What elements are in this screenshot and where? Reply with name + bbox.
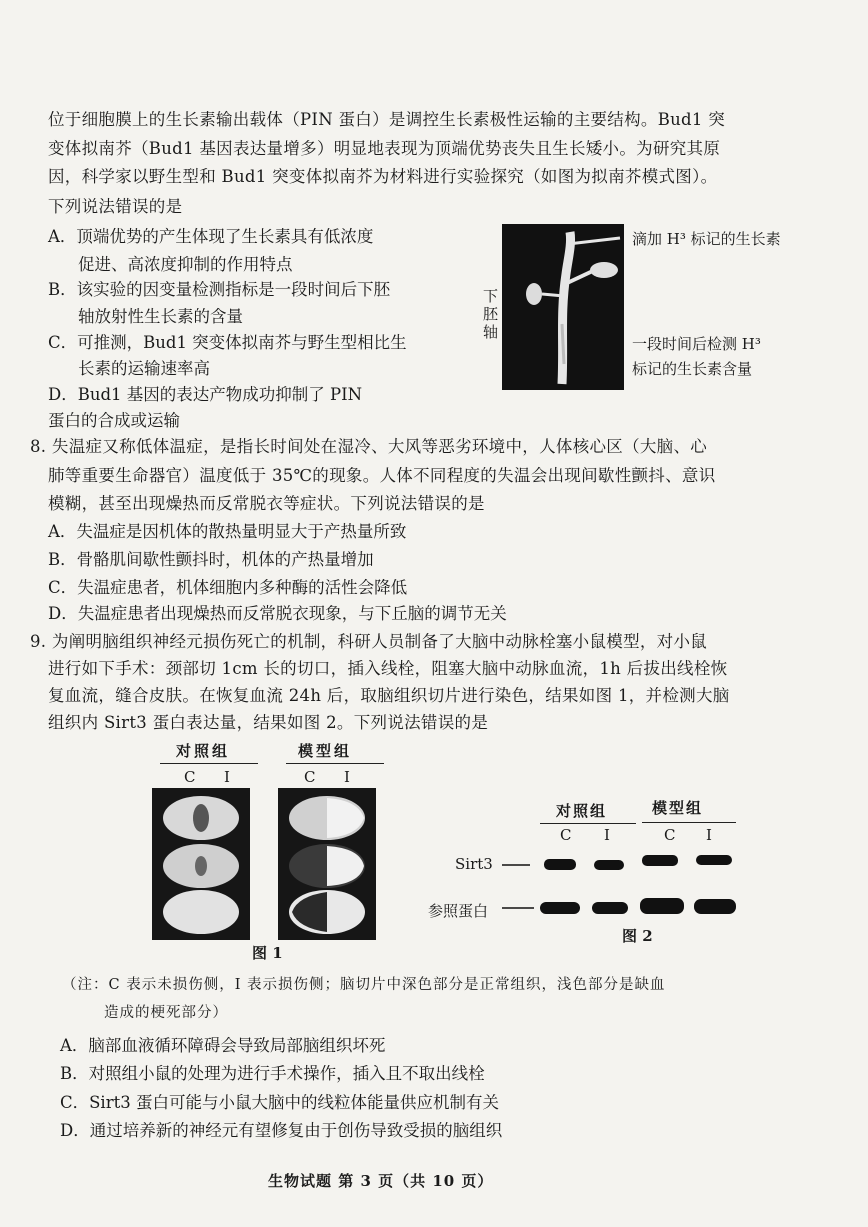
fig2-model-c: C [664, 826, 676, 844]
fig2-caption: 图 2 [622, 927, 653, 945]
q9-stem-line-2: 进行如下手术：颈部切 1cm 长的切口，插入线栓，阻塞大脑中动脉血流，1h 后拔出线栓恢 [48, 659, 728, 678]
fig1-control-underline [160, 763, 258, 764]
fig2-control-i: I [604, 826, 610, 844]
fig2-control-label: 对照组 [556, 802, 608, 820]
q9-stem-line-3: 复血流，缝合皮肤。在恢复血流 24h 后，取脑组织切片进行染色，结果如图 1，并检测大脑 [48, 686, 730, 705]
fig2-control-underline [540, 823, 636, 824]
q7-stem-line-1: 位于细胞膜上的生长素输出载体（PIN 蛋白）是调控生长素极性运输的主要结构。Bud1 突 [48, 110, 726, 129]
page-footer: 生物试题 第 3 页（共 10 页） [268, 1172, 494, 1190]
q9-stem-line-4: 组织内 Sirt3 蛋白表达量，结果如图 2。下列说法错误的是 [48, 713, 489, 732]
fig-label-hypocotyl-2: 胚 [483, 305, 499, 323]
q9-stem-line-1: 9. 为阐明脑组织神经元损伤死亡的机制，科研人员制备了大脑中动脉栓塞小鼠模型，对小鼠 [30, 632, 708, 651]
q7-option-d-line-1: D．Bud1 基因的表达产物成功抑制了 PIN [48, 385, 363, 404]
fig1-model-underline [286, 763, 384, 764]
fig1-control-i: I [224, 768, 230, 786]
fig-label-hypocotyl-3: 轴 [483, 323, 499, 341]
fig2-model-label: 模型组 [652, 799, 704, 817]
q8-stem-line-2: 肺等重要生命器官）温度低于 35℃的现象。人体不同程度的失温会出现间歇性颤抖、意识 [48, 466, 716, 485]
fig-label-hypocotyl-1: 下 [483, 287, 499, 305]
q8-option-a: A．失温症是因机体的散热量明显大于产热量所致 [48, 522, 407, 541]
fig1-caption: 图 1 [252, 944, 283, 962]
fig1-model-i: I [344, 768, 350, 786]
q7-option-c-line-1: C．可推测，Bud1 突变体拟南芥与野生型相比生 [48, 333, 407, 352]
q9-option-d: D．通过培养新的神经元有望修复由于创伤导致受损的脑组织 [60, 1121, 503, 1140]
q9-option-b: B．对照组小鼠的处理为进行手术操作，插入且不取出线栓 [60, 1064, 485, 1083]
q8-stem-line-1: 8. 失温症又称低体温症，是指长时间处在湿冷、大风等恶劣环境中，人体核心区（大脑、心 [30, 437, 708, 456]
q7-option-b-line-1: B．该实验的因变量检测指标是一段时间后下胚 [48, 280, 391, 299]
fig1-control-slices [152, 788, 250, 940]
q8-stem-line-3: 模糊，甚至出现燥热而反常脱衣等症状。下列说法错误的是 [48, 494, 485, 513]
q7-option-c-line-2: 长素的运输速率高 [78, 359, 210, 378]
fig1-control-c: C [184, 768, 196, 786]
q7-option-a-line-1: A．顶端优势的产生体现了生长素具有低浓度 [48, 227, 374, 246]
fig2-control-c: C [560, 826, 572, 844]
fig-label-detect-1: 一段时间后检测 H³ [632, 335, 761, 353]
fig1-model-c: C [304, 768, 316, 786]
q8-option-b: B．骨骼肌间歇性颤抖时，机体的产热量增加 [48, 550, 374, 569]
fig-label-detect-2: 标记的生长素含量 [632, 360, 753, 378]
arabidopsis-photo [502, 224, 624, 390]
q7-option-a-line-2: 促进、高浓度抑制的作用特点 [78, 255, 293, 274]
q9-note-line-1: （注：C 表示未损伤侧，I 表示损伤侧；脑切片中深色部分是正常组织，浅色部分是缺血 [62, 977, 666, 993]
fig-label-auxin-drop: 滴加 H³ 标记的生长素 [632, 230, 781, 248]
q8-option-d: D．失温症患者出现燥热而反常脱衣现象，与下丘脑的调节无关 [48, 604, 507, 623]
q7-option-d-line-2: 蛋白的合成或运输 [48, 411, 180, 430]
q9-option-a: A．脑部血液循环障碍会导致局部脑组织坏死 [60, 1036, 386, 1055]
fig1-control-label: 对照组 [176, 742, 231, 760]
fig2-row-reference: 参照蛋白 [428, 902, 489, 920]
fig1-model-label: 模型组 [298, 742, 353, 760]
q9-note-line-2: 造成的梗死部分） [104, 1005, 228, 1021]
fig2-model-underline [642, 822, 736, 823]
q9-option-c: C．Sirt3 蛋白可能与小鼠大脑中的线粒体能量供应机制有关 [60, 1093, 499, 1112]
fig2-blot-bands [500, 850, 740, 920]
fig2-row-sirt3: Sirt3 [455, 855, 493, 873]
q7-stem-line-4: 下列说法错误的是 [48, 197, 183, 216]
q7-stem-line-2: 变体拟南芥（Bud1 基因表达量增多）明显地表现为顶端优势丧失且生长矮小。为研究其原 [48, 139, 721, 158]
q8-option-c: C．失温症患者，机体细胞内多种酶的活性会降低 [48, 578, 408, 597]
q7-option-b-line-2: 轴放射性生长素的含量 [78, 307, 243, 326]
fig1-model-slices [278, 788, 376, 940]
fig2-model-i: I [706, 826, 712, 844]
q7-stem-line-3: 因，科学家以野生型和 Bud1 突变体拟南芥为材料进行实验探究（如图为拟南芥模式图）。 [48, 167, 718, 186]
